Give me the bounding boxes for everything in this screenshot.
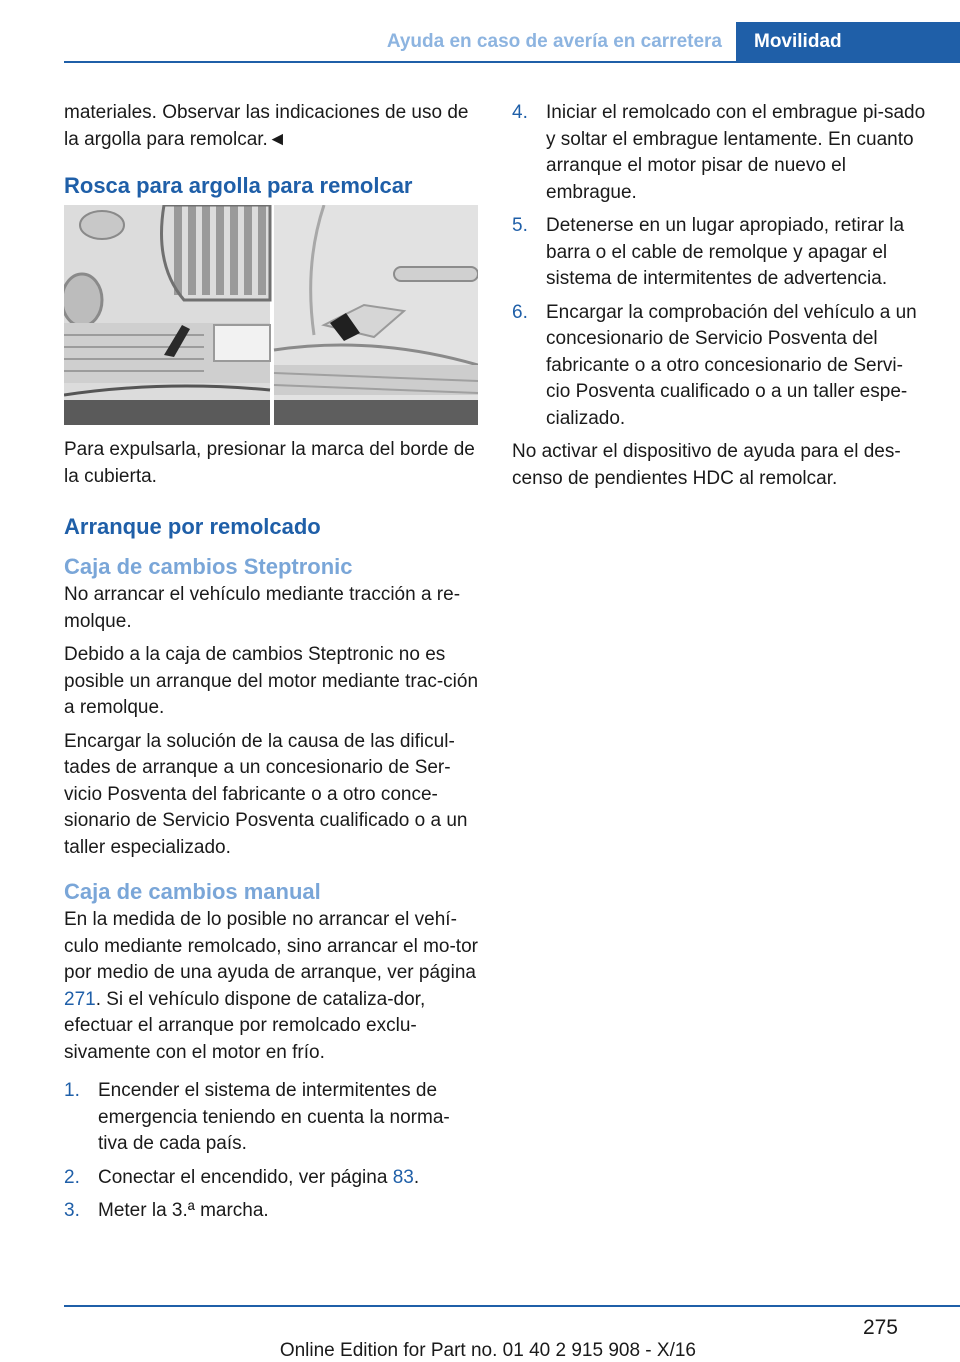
left-column [64,100,478,1232]
intro-paragraph: materiales. Observar las indicaciones de uso de la argolla para remolcar.◄ [64,102,469,150]
heading-rosca: Rosca para argolla para remolcar [64,173,413,198]
list-item [512,213,926,293]
list-item [512,100,926,206]
step-number: 4. [512,102,528,123]
list-item [64,1198,478,1225]
footer-rule [64,1305,960,1307]
running-header-chapter-tab [736,22,960,61]
manual-paragraph [64,907,478,1066]
page-link-271[interactable]: 271 [64,988,96,1010]
heading-steptronic: Caja de cambios Steptronic [64,554,353,579]
step-number: 3. [64,1200,80,1221]
step-text-after: . [413,1166,420,1188]
right-column [512,100,926,499]
step-number: 5. [512,215,528,236]
steptronic-paragraph-1: No arrancar el vehículo mediante tracción a re‐molque. [64,584,461,632]
page-link-83[interactable]: 83 [392,1166,414,1188]
heading-manual: Caja de cambios manual [64,879,321,904]
list-item [512,300,926,433]
steptronic-paragraph-3: Encargar la solución de la causa de las dificul‐tades de arranque a un concesionario de Ser‐vicio Posventa del fabricante o a otro conce‐sionario de Servicio Posventa cualificado o a un taller especializado. [64,730,468,858]
step-number: 1. [64,1080,80,1101]
list-item [64,1165,478,1192]
heading-arranque: Arranque por remolcado [64,514,321,539]
image-caption: Para expulsarla, presionar la marca del borde de la cubierta. [64,439,475,487]
step-text: Conectar el encendido, ver página [98,1166,393,1188]
tow-eye-thread-photo [64,205,478,425]
steps-list-left [64,1078,478,1225]
list-item [64,1078,478,1158]
chapter-label: Movilidad [754,30,842,52]
step-text: Encargar la comprobación del vehículo a un concesionario de Servicio Posventa del fabricante o a otro concesionario de Servi‐cio Posventa cualificado o a un taller espe‐cializado. [546,301,917,429]
header-rule [64,61,960,63]
step-text: Encender el sistema de intermitentes de emergencia teniendo en cuenta la norma‐tiva de cada país. [98,1080,450,1154]
running-header-section: Ayuda en caso de avería en carretera [386,31,722,52]
page-number: 275 [862,1316,898,1339]
step-text: Meter la 3.ª marcha. [98,1200,269,1221]
step-text: Iniciar el remolcado con el embrague pi‐sado y soltar el embrague lentamente. En cuanto arranque el motor pisar de nuevo el embrague. [546,102,926,203]
step-text: Detenerse en un lugar apropiado, retirar la barra o el cable de remolque y apagar el sistema de intermitentes de advertencia. [546,215,905,289]
step-number: 2. [64,1166,80,1188]
manual-text-a: En la medida de lo posible no arrancar el vehí‐culo mediante remolcado, sino arrancar el mo‐tor por medio de una ayuda de arranque, ver página [64,909,478,983]
edition-note: Online Edition for Part no. 01 40 2 915 908 - X/16 [279,1340,696,1361]
hdc-paragraph: No activar el dispositivo de ayuda para el des‐censo de pendientes HDC al remolcar. [512,441,901,489]
step-number: 6. [512,301,528,323]
steptronic-paragraph-2: Debido a la caja de cambios Steptronic no es posible un arranque del motor mediante trac‐ción a remolque. [64,644,479,718]
steps-list-right [512,100,926,432]
manual-text-b: . Si el vehículo dispone de cataliza‐dor, efectuar el arranque por remolcado exclu‐sivamente con el motor en frío. [64,988,426,1063]
